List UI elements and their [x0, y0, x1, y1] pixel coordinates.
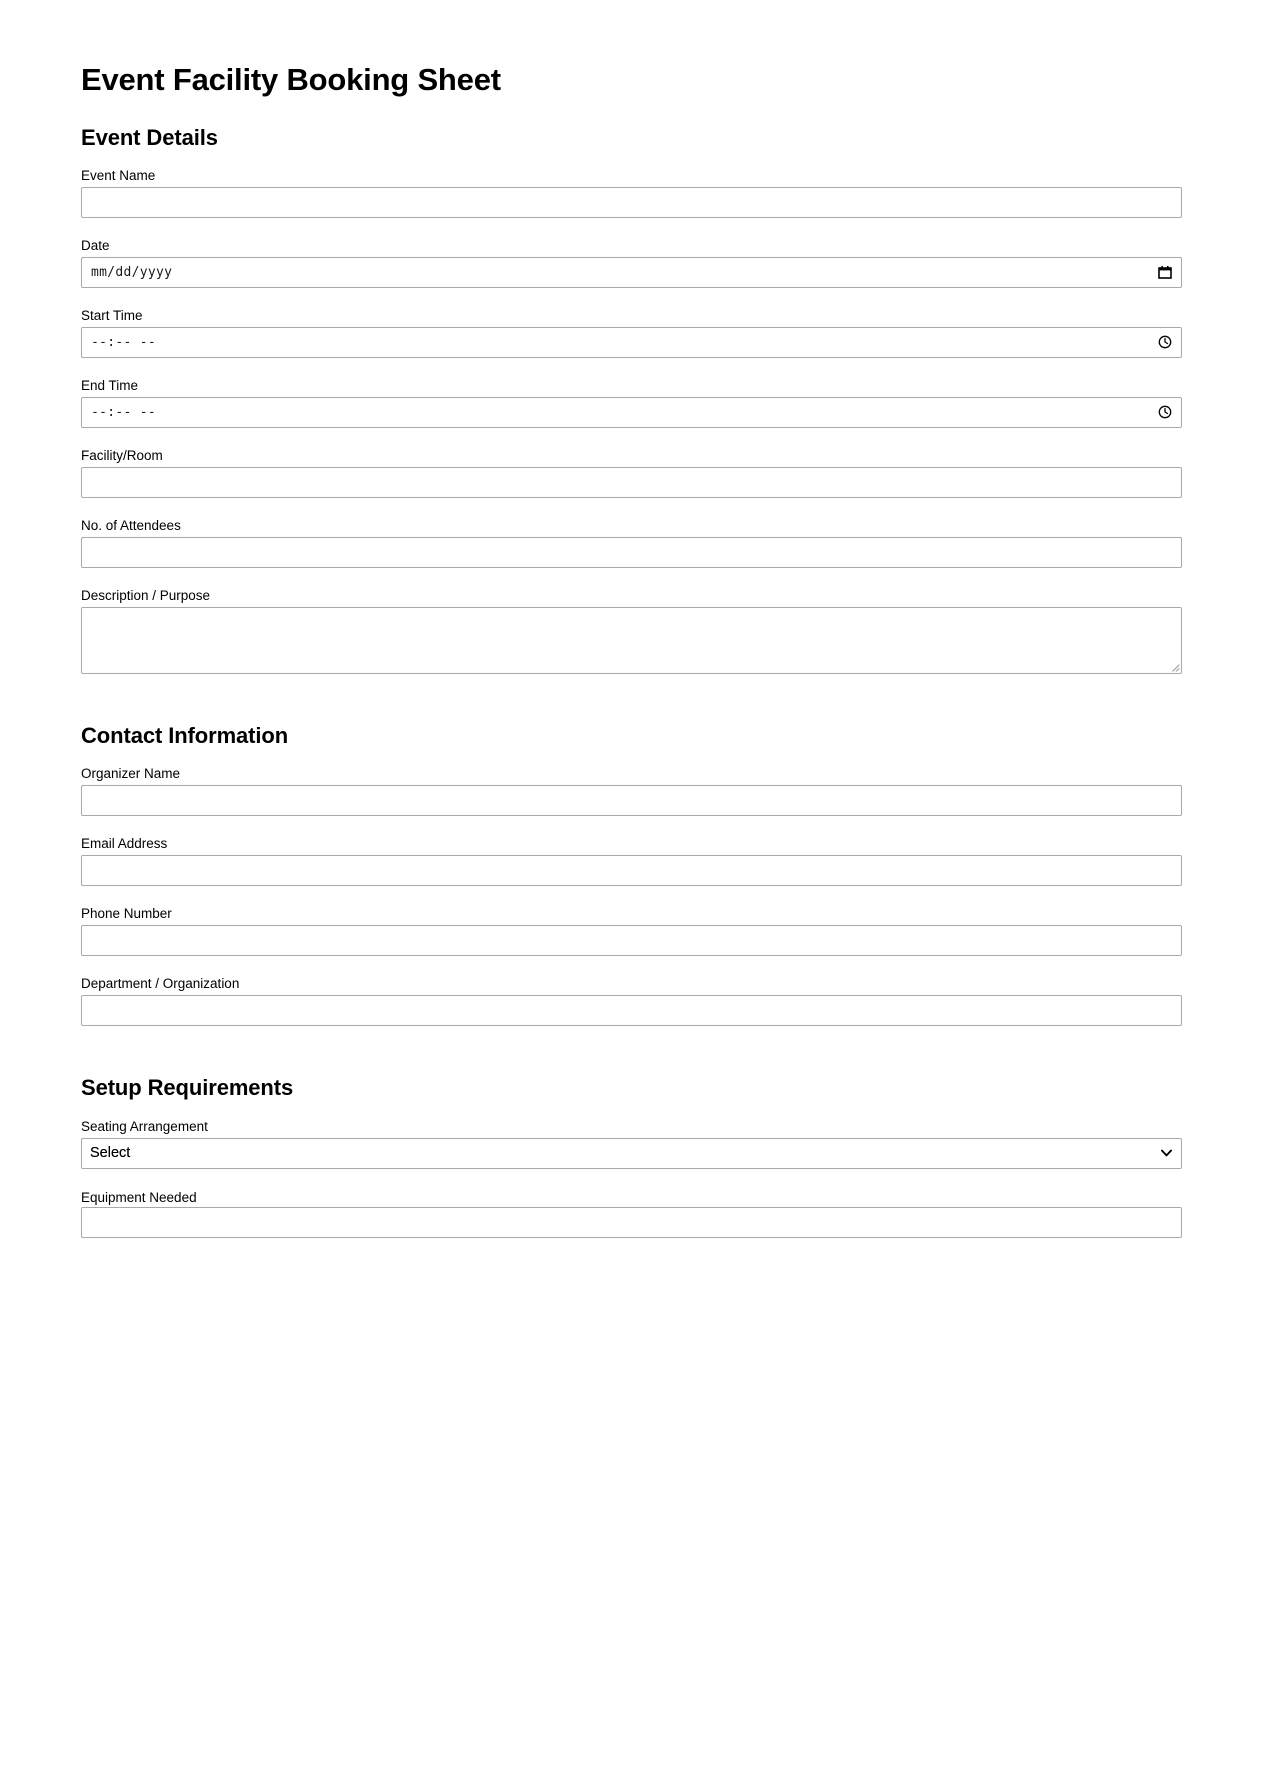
seating-arrangement-wrapper [81, 1138, 1182, 1169]
section-heading-contact-information: Contact Information [81, 722, 289, 748]
event-name-input[interactable] [81, 187, 1182, 218]
field-event-name [81, 168, 1182, 218]
clock-icon[interactable] [1157, 397, 1173, 428]
label-organizer-name: Organizer Name [81, 766, 181, 782]
facility-room-input[interactable] [81, 467, 1182, 498]
label-email-address: Email Address [81, 836, 168, 852]
page-title: Event Facility Booking Sheet [81, 62, 501, 97]
section-contact-information [81, 723, 1182, 1026]
field-organizer-name [81, 766, 1182, 816]
start-time-placeholder-text: --:-- -- [91, 334, 157, 350]
label-end-time: End Time [81, 377, 139, 393]
field-seating-arrangement [81, 1119, 1182, 1169]
section-heading-setup-requirements: Setup Requirements [81, 1075, 294, 1101]
section-heading-event-details: Event Details [81, 124, 218, 150]
field-facility-room [81, 448, 1182, 498]
label-phone-number: Phone Number [81, 906, 172, 922]
department-organization-input[interactable] [81, 995, 1182, 1026]
end-time-placeholder-text: --:-- -- [91, 404, 157, 420]
clock-icon[interactable] [1157, 327, 1173, 358]
section-setup-requirements [81, 1075, 1182, 1237]
label-attendees: No. of Attendees [81, 517, 181, 533]
field-attendees [81, 518, 1182, 568]
date-input[interactable] [81, 257, 1182, 288]
start-time-input[interactable] [81, 327, 1182, 358]
label-date: Date [81, 237, 110, 253]
phone-number-input[interactable] [81, 925, 1182, 956]
label-event-name: Event Name [81, 167, 156, 183]
field-department-organization [81, 976, 1182, 1026]
field-equipment-needed [81, 1189, 1182, 1238]
label-seating-arrangement: Seating Arrangement [81, 1118, 208, 1134]
section-event-details [81, 125, 1182, 674]
field-phone-number [81, 906, 1182, 956]
seating-arrangement-select[interactable] [81, 1138, 1182, 1169]
label-department-organization: Department / Organization [81, 976, 240, 992]
calendar-icon[interactable] [1157, 257, 1173, 288]
label-equipment-needed: Equipment Needed [81, 1189, 197, 1205]
label-start-time: Start Time [81, 307, 143, 323]
date-placeholder-text: mm/dd/yyyy [91, 264, 173, 280]
end-time-input-wrapper [81, 397, 1182, 428]
end-time-input[interactable] [81, 397, 1182, 428]
description-textarea[interactable] [81, 607, 1182, 674]
field-start-time [81, 308, 1182, 358]
email-address-input[interactable] [81, 855, 1182, 886]
date-input-wrapper [81, 257, 1182, 288]
field-end-time [81, 378, 1182, 428]
label-description: Description / Purpose [81, 587, 211, 603]
attendees-input[interactable] [81, 537, 1182, 568]
field-email-address [81, 836, 1182, 886]
start-time-input-wrapper [81, 327, 1182, 358]
label-facility-room: Facility/Room [81, 447, 163, 463]
seating-arrangement-selected-value: Select [90, 1145, 131, 1162]
field-description [81, 588, 1182, 674]
equipment-needed-input[interactable] [81, 1207, 1182, 1238]
field-date [81, 238, 1182, 288]
description-textarea-wrapper [81, 607, 1182, 674]
organizer-name-input[interactable] [81, 785, 1182, 816]
